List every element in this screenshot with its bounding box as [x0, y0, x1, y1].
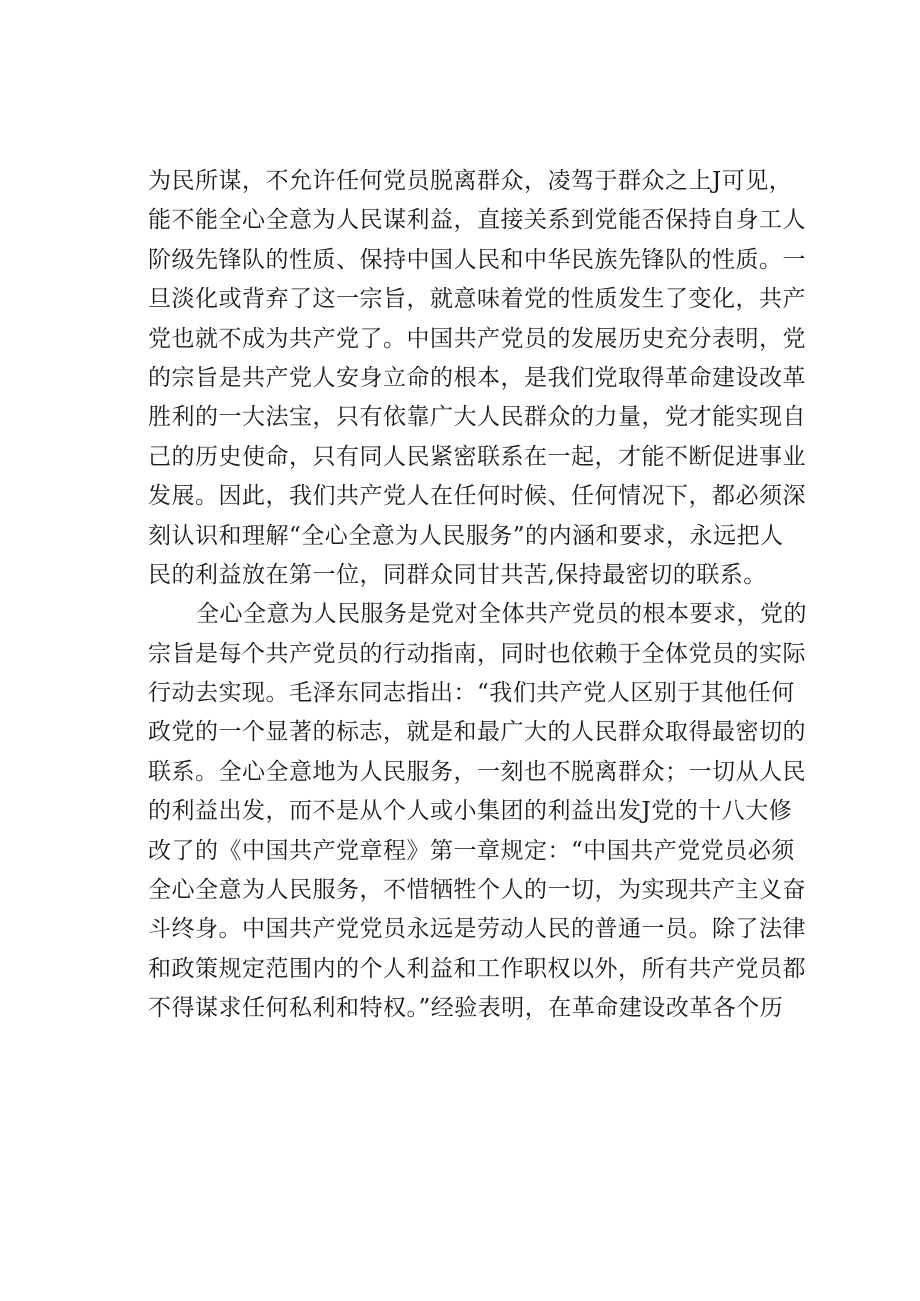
paragraph-1: [148, 162, 806, 595]
text-line: 和政策规定范围内的个人利益和工作职权以外，所有共产党员都: [148, 955, 806, 982]
text-line: 发展。因此，我们共产党人在任何时候、任何情况下，都必须深: [148, 483, 806, 510]
body-text: [148, 162, 807, 1029]
text-line: 能不能全心全意为人民谋利益，直接关系到党能否保持自身工人: [148, 207, 806, 234]
text-line: 为民所谋，不允许任何党员脱离群众，凌驾于群众之上J可见，: [148, 168, 793, 194]
text-line: 宗旨是每个共产党员的行动指南，同时也依赖于全体党员的实际: [148, 640, 806, 667]
text-line: 民的利益放在第一位，同群众同甘共苦,保持最密切的联系。: [148, 561, 767, 588]
text-line: 斗终身。中国共产党党员永远是劳动人民的普通一员。除了法律: [148, 916, 806, 943]
text-line: 的宗旨是共产党人安身立命的根本，是我们党取得革命建设改革: [148, 364, 806, 391]
text-line: 全心全意为人民服务，不惜牺牲个人的一切，为实现共产主义奋: [148, 877, 806, 904]
text-line: 阶级先锋队的性质、保持中国人民和中华民族先锋队的性质。一: [148, 246, 806, 273]
text-line: 政党的一个显著的标志，就是和最广大的人民群众取得最密切的: [148, 719, 806, 746]
text-line: 全心全意为人民服务是党对全体共产党员的根本要求，党的: [196, 601, 807, 628]
text-line: 刻认识和理解“全心全意为人民服务”的内涵和要求，永远把人: [148, 522, 784, 549]
text-line: 不得谋求任何私利和特权。”经验表明，在革命建设改革各个历: [148, 995, 784, 1022]
text-line: 己的历史使命，只有同人民紧密联系在一起，才能不断促进事业: [148, 443, 806, 470]
text-line: 改了的《中国共产党章程》第一章规定：“中国共产党党员必须: [148, 837, 795, 864]
text-line: 的利益出发，而不是从个人或小集团的利益出发J党的十八大修: [148, 798, 793, 825]
text-line: 行动去实现。毛泽东同志指出：“我们共产党人区别于其他任何: [148, 680, 795, 707]
text-line: 胜利的一大法宝，只有依靠广大人民群众的力量，党才能实现自: [148, 404, 806, 431]
text-line: 党也就不成为共产党了。中国共产党员的发展历史充分表明，党: [148, 325, 806, 352]
text-line: 联系。全心全意地为人民服务，一刻也不脱离群众；一切从人民: [148, 758, 806, 785]
text-line: 旦淡化或背弃了这一宗旨，就意味着党的性质发生了变化，共产: [148, 286, 806, 313]
paragraph-2: [148, 595, 807, 1028]
